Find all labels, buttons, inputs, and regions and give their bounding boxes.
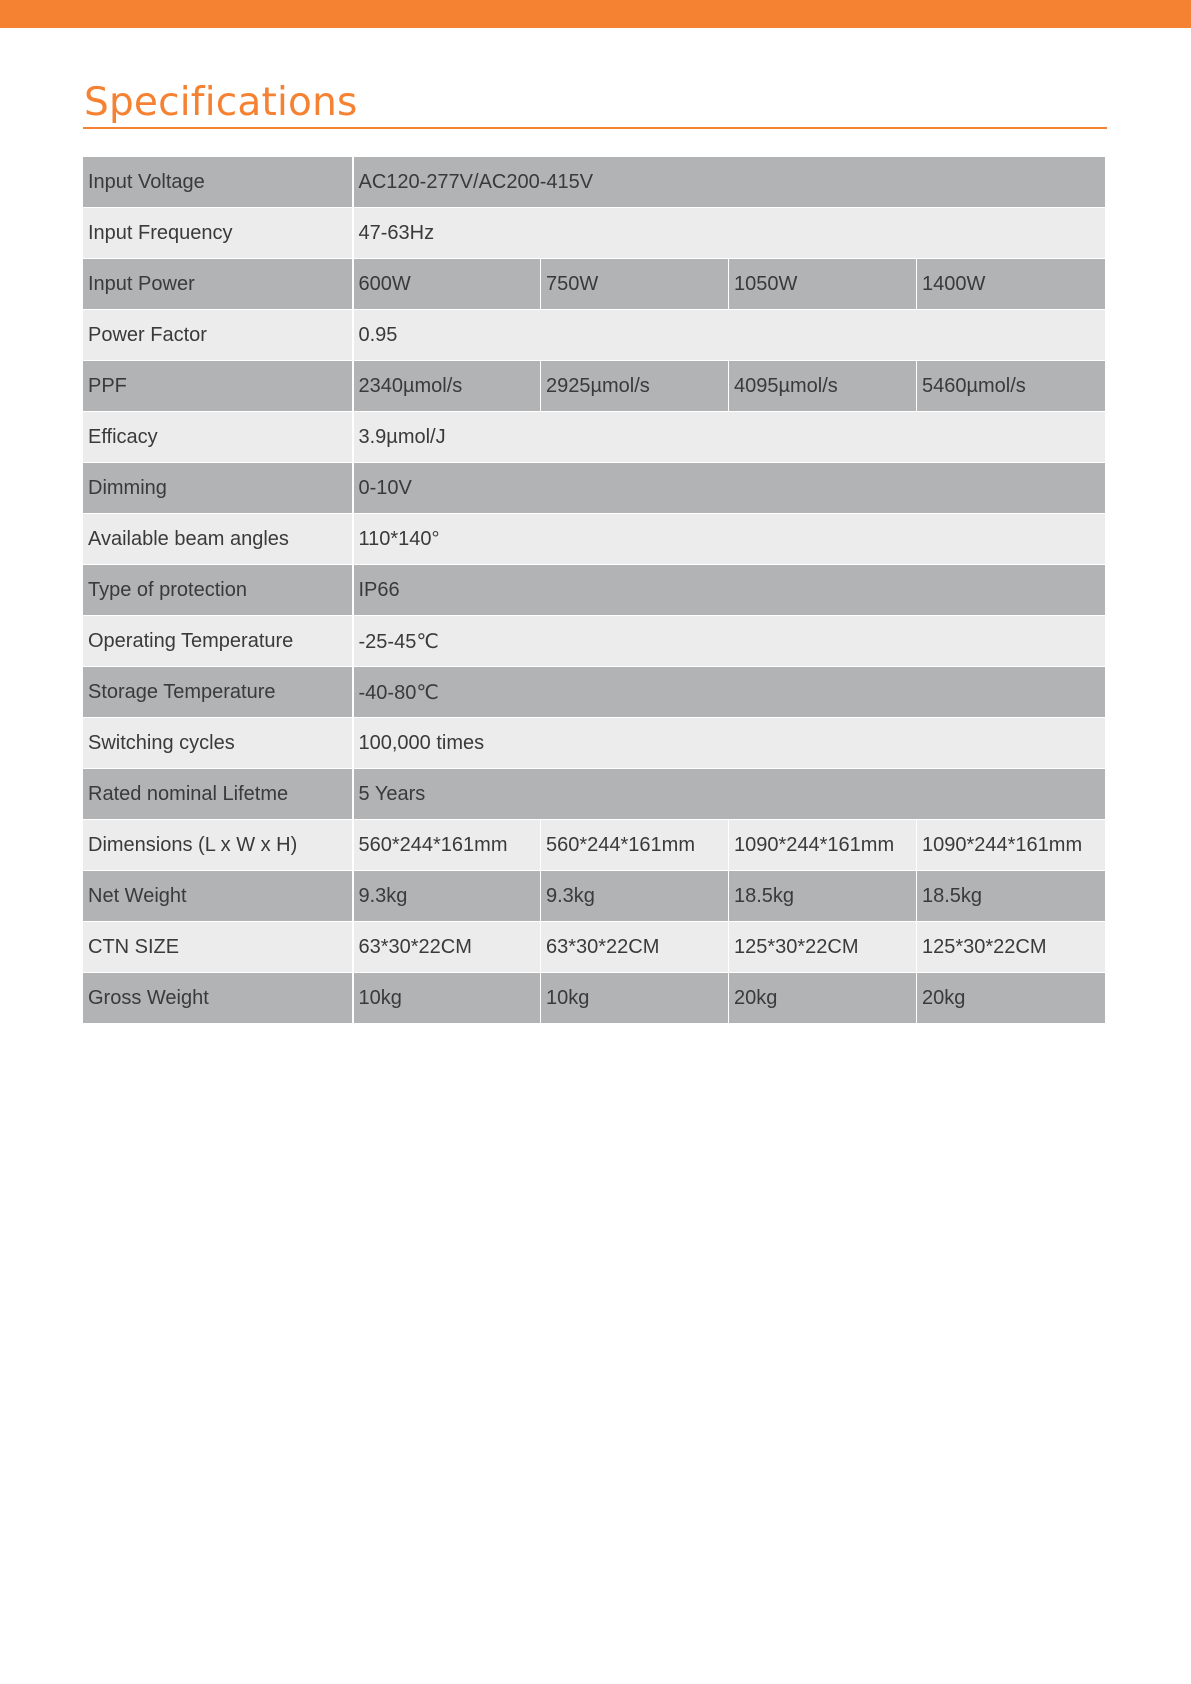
spec-row-switching-cycles	[83, 718, 1106, 769]
spec-label: Storage Temperature	[83, 667, 353, 718]
spec-value: 560*244*161mm	[541, 820, 729, 871]
spec-row-dimming	[83, 463, 1106, 514]
spec-label: Input Power	[83, 259, 353, 310]
spec-value: 1050W	[729, 259, 917, 310]
spec-label: Input Voltage	[83, 157, 353, 208]
spec-label: Available beam angles	[83, 514, 353, 565]
spec-row-ctn-size	[83, 922, 1106, 973]
spec-row-dimensions	[83, 820, 1106, 871]
spec-value: 5 Years	[353, 769, 1106, 820]
spec-label: Efficacy	[83, 412, 353, 463]
spec-value: 110*140°	[353, 514, 1106, 565]
spec-value: 3.9µmol/J	[353, 412, 1106, 463]
spec-row-input-frequency	[83, 208, 1106, 259]
spec-value: IP66	[353, 565, 1106, 616]
spec-row-storage-temperature	[83, 667, 1106, 718]
spec-row-ppf	[83, 361, 1106, 412]
spec-label: Power Factor	[83, 310, 353, 361]
spec-value: 18.5kg	[917, 871, 1106, 922]
spec-value: 560*244*161mm	[353, 820, 541, 871]
spec-label: Input Frequency	[83, 208, 353, 259]
spec-value: 9.3kg	[353, 871, 541, 922]
spec-label: CTN SIZE	[83, 922, 353, 973]
spec-value: 2925µmol/s	[541, 361, 729, 412]
spec-row-net-weight	[83, 871, 1106, 922]
spec-value: 1400W	[917, 259, 1106, 310]
spec-value: 20kg	[917, 973, 1106, 1024]
spec-row-beam-angles	[83, 514, 1106, 565]
spec-value: 0-10V	[353, 463, 1106, 514]
spec-value: 10kg	[541, 973, 729, 1024]
spec-row-power-factor	[83, 310, 1106, 361]
spec-label: Net Weight	[83, 871, 353, 922]
spec-value: 47-63Hz	[353, 208, 1106, 259]
spec-row-input-voltage	[83, 157, 1106, 208]
spec-value: 2340µmol/s	[353, 361, 541, 412]
specifications-table	[82, 156, 1106, 1024]
spec-value: 1090*244*161mm	[729, 820, 917, 871]
spec-label: Type of protection	[83, 565, 353, 616]
spec-value: AC120-277V/AC200-415V	[353, 157, 1106, 208]
spec-value: 0.95	[353, 310, 1106, 361]
spec-value: 100,000 times	[353, 718, 1106, 769]
spec-value: 600W	[353, 259, 541, 310]
spec-row-efficacy	[83, 412, 1106, 463]
header-accent-bar	[0, 0, 1191, 28]
spec-row-protection	[83, 565, 1106, 616]
spec-value: 18.5kg	[729, 871, 917, 922]
spec-label: Switching cycles	[83, 718, 353, 769]
spec-value: 20kg	[729, 973, 917, 1024]
spec-value: 750W	[541, 259, 729, 310]
spec-value: 4095µmol/s	[729, 361, 917, 412]
spec-value: 63*30*22CM	[353, 922, 541, 973]
spec-row-lifetime	[83, 769, 1106, 820]
spec-value: -40-80℃	[353, 667, 1106, 718]
spec-value: 1090*244*161mm	[917, 820, 1106, 871]
spec-value: 125*30*22CM	[729, 922, 917, 973]
spec-label: Gross Weight	[83, 973, 353, 1024]
spec-row-operating-temperature	[83, 616, 1106, 667]
spec-value: 125*30*22CM	[917, 922, 1106, 973]
spec-row-gross-weight	[83, 973, 1106, 1024]
spec-value: 9.3kg	[541, 871, 729, 922]
spec-row-input-power	[83, 259, 1106, 310]
spec-label: PPF	[83, 361, 353, 412]
spec-value: 63*30*22CM	[541, 922, 729, 973]
spec-label: Rated nominal Lifetme	[83, 769, 353, 820]
spec-label: Dimensions (L x W x H)	[83, 820, 353, 871]
spec-value: 10kg	[353, 973, 541, 1024]
spec-value: 5460µmol/s	[917, 361, 1106, 412]
title-underline	[83, 127, 1107, 129]
spec-label: Dimming	[83, 463, 353, 514]
page-title: Specifications	[84, 80, 358, 125]
spec-value: -25-45℃	[353, 616, 1106, 667]
spec-label: Operating Temperature	[83, 616, 353, 667]
